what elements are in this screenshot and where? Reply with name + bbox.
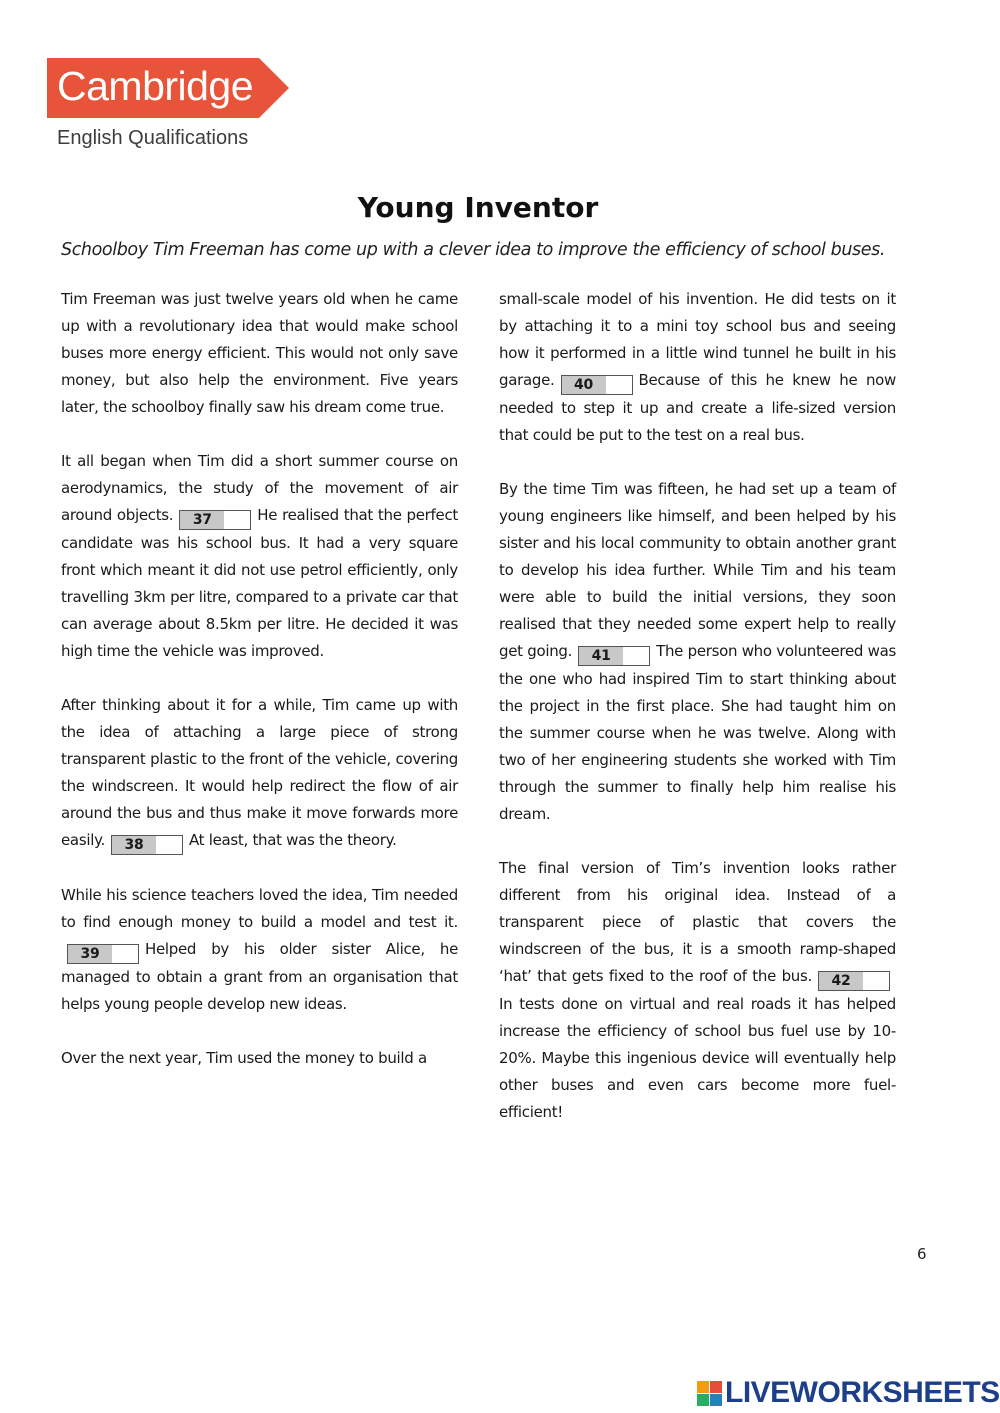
page-number: 6 [917, 1245, 927, 1263]
liveworksheets-watermark [697, 1378, 1000, 1408]
paragraph-text: He realised that the perfect candidate was his school bus. It had a very square front which meant it did not use petrol efficiently, only travelling 3km per litre, compared to a private car that can average about 8.5km per litre. He decided it was high time the vehicle was improved. [61, 506, 458, 660]
paragraph-text: small-scale model of his invention. He did tests on it by attaching it to a mini toy school bus and seeing how it performed in a little wind tunnel he built in his garage. [499, 290, 896, 389]
gap-37-box[interactable] [179, 510, 251, 530]
paragraph-text: While his science teachers loved the idea, Tim needed to find enough money to build a model and test it. [61, 886, 458, 931]
watermark-text: LIVEWORKSHEETS [725, 1376, 1000, 1409]
paragraph-7 [499, 476, 896, 828]
gap-number: 38 [112, 836, 156, 854]
paragraph-text: At least, that was the theory. [188, 831, 397, 849]
gap-number: 42 [819, 972, 863, 990]
left-column [61, 286, 458, 1099]
paragraph-1 [61, 286, 458, 421]
gap-number: 37 [180, 511, 224, 529]
gap-number: 40 [562, 376, 606, 394]
gap-number: 39 [68, 945, 112, 963]
cambridge-logo [47, 58, 289, 118]
paragraph-text: The person who volunteered was the one who had inspired Tim to start thinking about the project in the first place. She had taught him on the summer course when he was twelve. Along with two of her engineering students she worked with Tim through the summer to finally help him realise his dream. [499, 642, 896, 823]
paragraph-text: In tests done on virtual and real roads it has helped increase the efficiency of school bus fuel use by 10-20%. Maybe this ingenious device will eventually help other buses and even cars become more fuel-efficient! [499, 995, 896, 1121]
gap-39-box[interactable] [67, 944, 139, 964]
paragraph-text: The final version of Tim’s invention looks rather different from his original idea. Instead of a transparent piece of plastic that covers the windscreen of the bus, it is a smooth ramp-shaped ‘hat’ that gets fixed to the roof of the bus. [499, 859, 896, 985]
paragraph-3 [61, 692, 458, 855]
paragraph-text: Over the next year, Tim used the money to build a [61, 1049, 427, 1067]
right-column [499, 286, 896, 1153]
paragraph-2 [61, 448, 458, 665]
paragraph-6 [499, 286, 896, 449]
logo-text: Cambridge [57, 63, 254, 109]
liveworksheets-icon [697, 1381, 722, 1406]
gap-40-box[interactable] [561, 375, 633, 395]
paragraph-4 [61, 882, 458, 1018]
paragraph-text: It all began when Tim did a short summer course on aerodynamics, the study of the movement of air around objects. [61, 452, 458, 524]
gap-42-box[interactable] [818, 971, 890, 991]
paragraph-5 [61, 1045, 458, 1072]
paragraph-text: Helped by his older sister Alice, he managed to obtain a grant from an organisation that helps young people develop new ideas. [61, 940, 458, 1013]
article-title: Young Inventor [357, 191, 599, 224]
gap-38-box[interactable] [111, 835, 183, 855]
logo-tagline: English Qualifications [57, 127, 249, 149]
paragraph-text: Because of this he knew he now needed to step it up and create a life-sized version that could be put to the test on a real bus. [499, 371, 896, 444]
paragraph-text: After thinking about it for a while, Tim came up with the idea of attaching a large piece of strong transparent plastic to the front of the vehicle, covering the windscreen. It would help redirect the flow of air around the bus and thus make it move forwards more easily. [61, 696, 458, 849]
gap-number: 41 [579, 647, 623, 665]
gap-41-box[interactable] [578, 646, 650, 666]
paragraph-text: By the time Tim was fifteen, he had set up a team of young engineers like himself, and been helped by his sister and his local community to obtain another grant to develop his idea further. While Tim and his team were able to build the initial versions, they soon realised that they needed some expert help to really get going. [499, 480, 896, 660]
article-subtitle: Schoolboy Tim Freeman has come up with a clever idea to improve the efficiency of school buses. [61, 240, 886, 260]
paragraph-text: Tim Freeman was just twelve years old when he came up with a revolutionary idea that would make school buses more energy efficient. This would not only save money, but also help the environment. Five years later, the schoolboy finally saw his dream come true. [61, 290, 458, 416]
paragraph-8 [499, 855, 896, 1126]
